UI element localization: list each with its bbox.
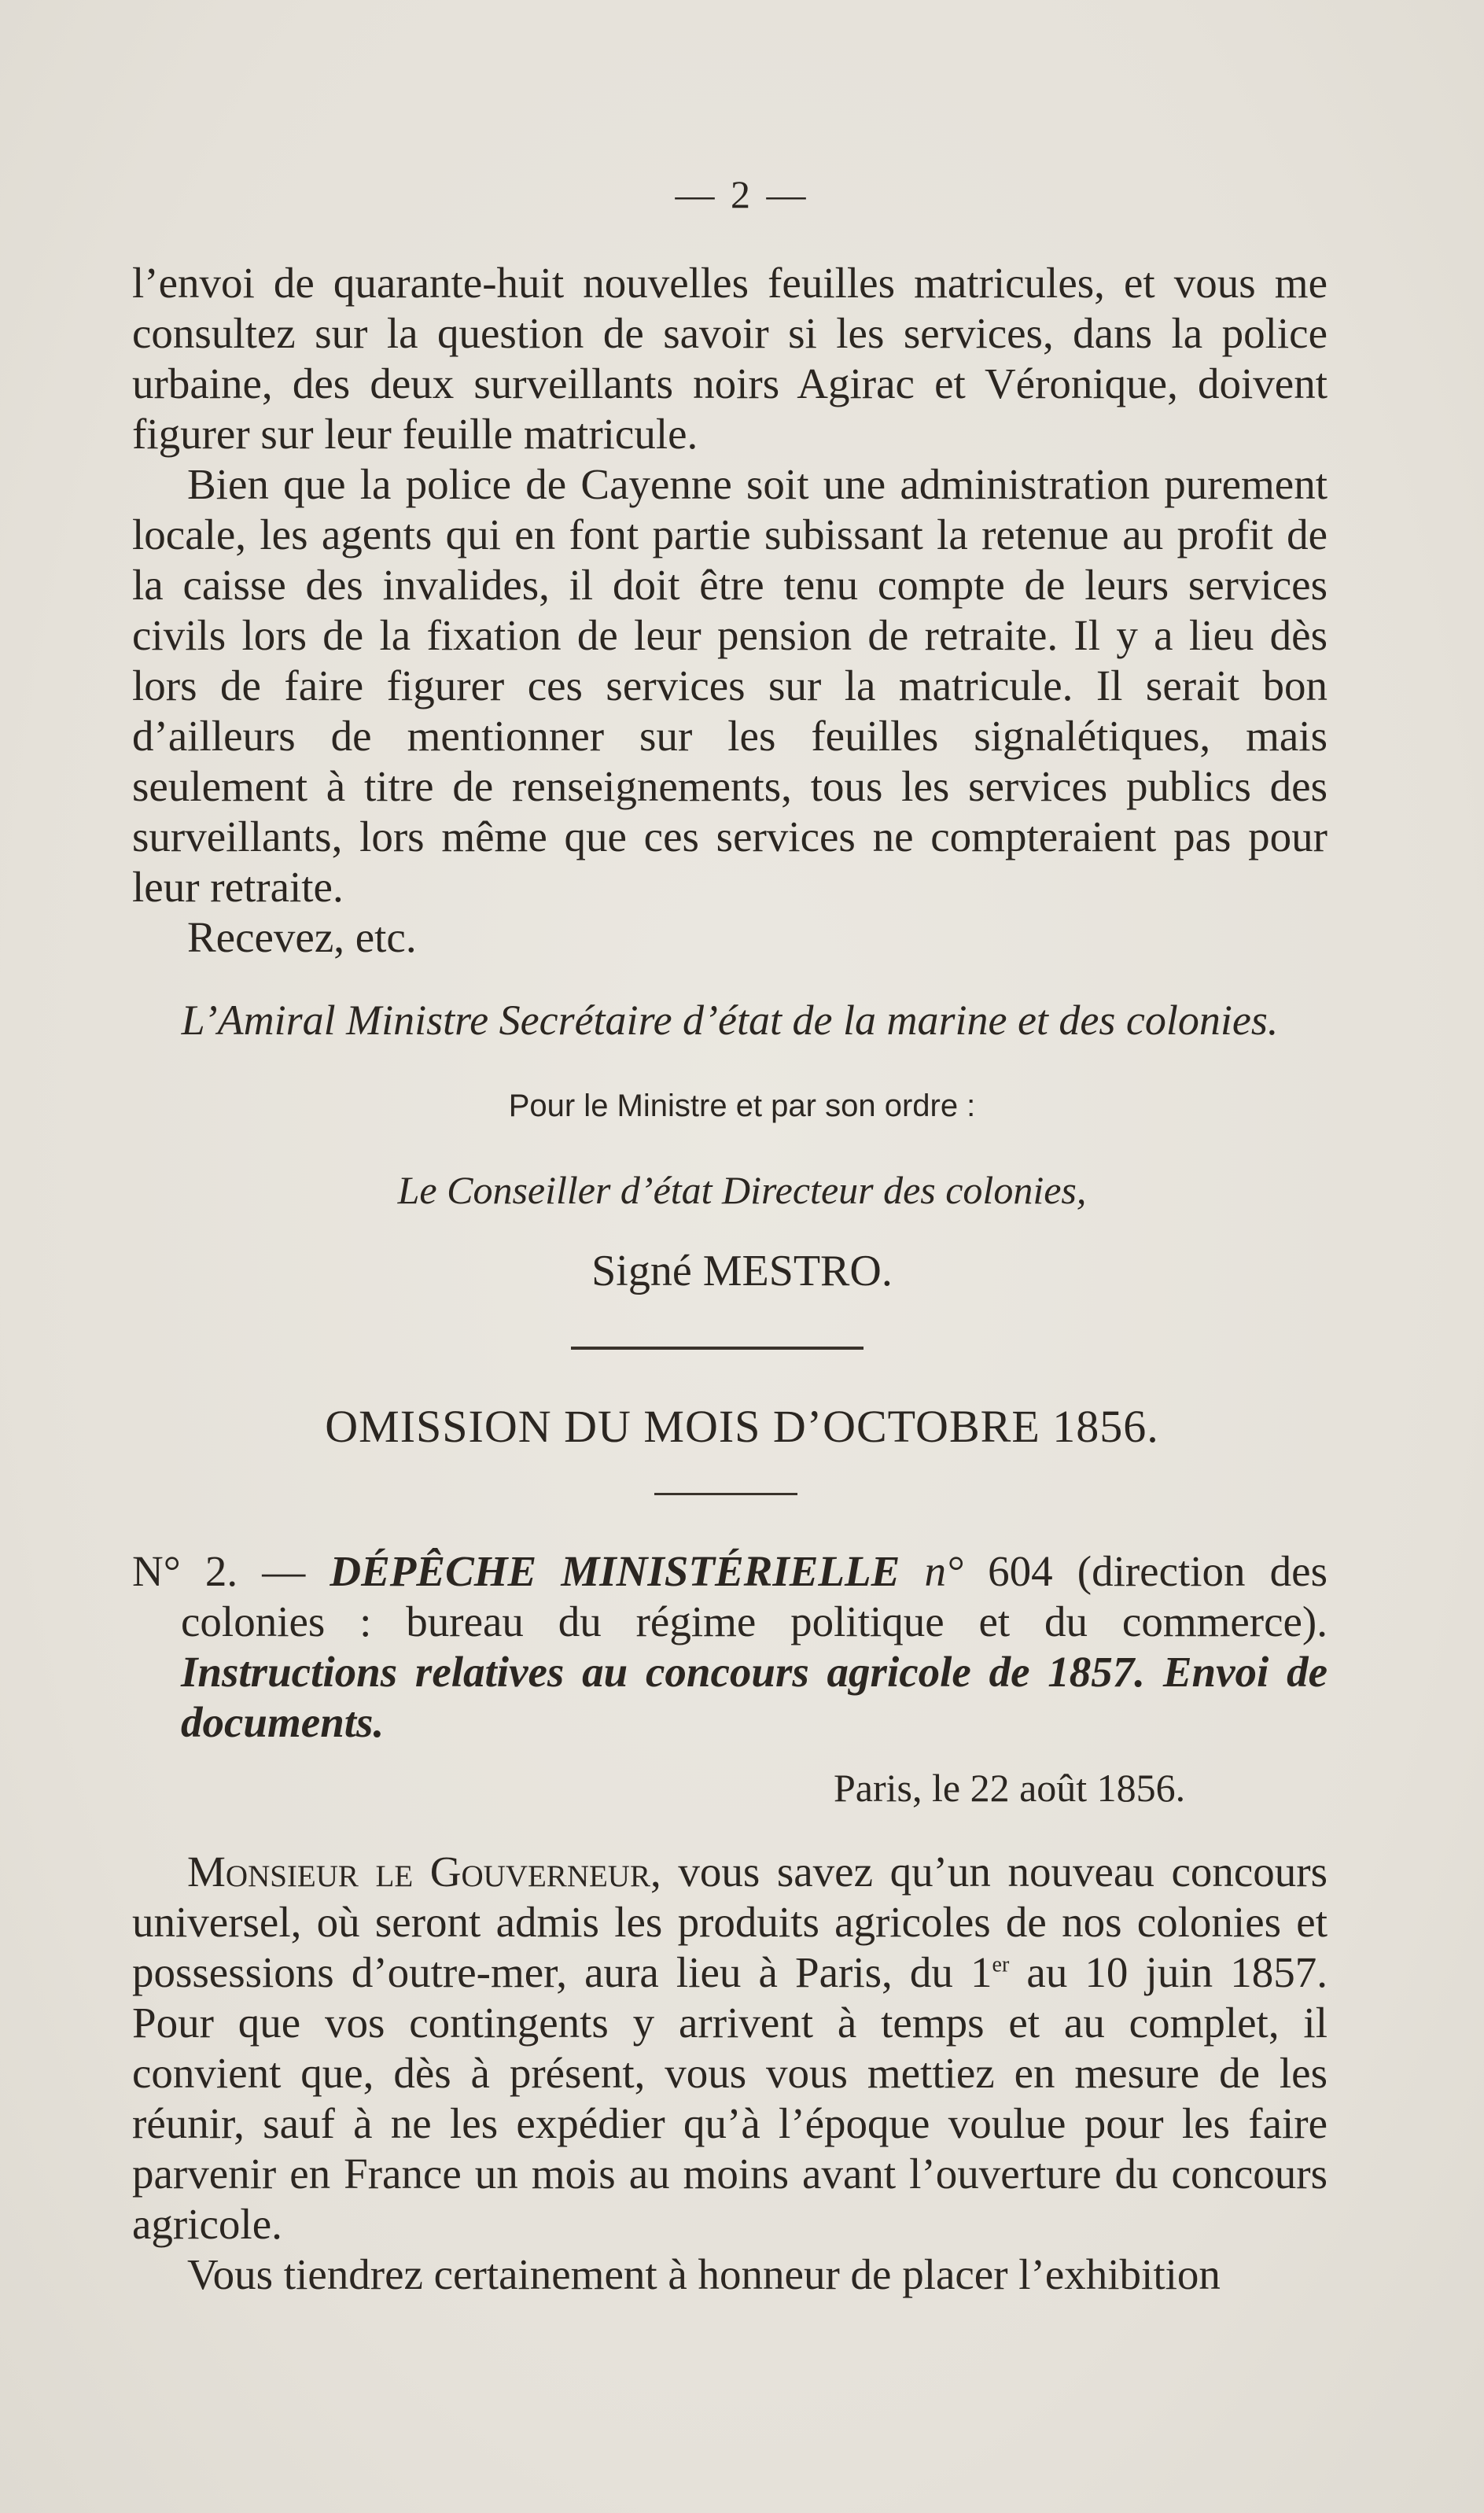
paragraph-exhibition: Vous tiendrez certainement à honneur de placer l’exhibition (187, 2250, 1221, 2298)
salutation: Monsieur le Gouverneur, (187, 1848, 661, 1896)
signature-conseiller: Le Conseiller d’état Directeur des colonies, (397, 1168, 1087, 1212)
depeche-body (132, 1847, 1327, 2300)
depeche-subject: Instructions relatives au concours agricole de 1857. Envoi de documents. (181, 1648, 1327, 1746)
signature-amiral: L’Amiral Ministre Secrétaire d’état de la marine et des colonies. (181, 997, 1279, 1044)
paragraph-continuation: l’envoi de quarante-huit nouvelles feuilles matricules, et vous me consultez sur la question de savoir si les services, dans la police urbaine, des deux surveillants noirs Agirac et Véronique, doivent figurer sur leur feuille matricule. (132, 259, 1327, 458)
depeche-header (132, 1546, 1327, 1748)
depeche-reference: 604 (direction des colonies : bureau du régime politique et du commerce). (181, 1547, 1327, 1645)
depeche-ref-n: n° (924, 1547, 963, 1595)
paragraph-police-cayenne: Bien que la police de Cayenne soit une administration purement locale, les agents qui en font partie subissant la retenue au profit de la caisse des invalides, il doit être tenu compte de leurs services civils lors de la fixation de leur pension de retraite. Il y a lieu dès lors de faire figurer ces services sur la matricule. Il serait bon d’ailleurs de mentionner sur les feuilles signalétiques, mais seulement à titre de renseignements, tous les services publics des surveillants, lors même que ces services ne compteraient pas pour leur retraite. (132, 460, 1327, 911)
superscript-er: er (992, 1952, 1010, 1977)
paragraph-concours-text-a: vous savez qu’un nouveau concours universel, où seront admis les produits agricoles de nos colonies et possessions d’outre-mer, aura lieu à Paris, du 1 (132, 1848, 1327, 1996)
heading-underline (654, 1493, 797, 1495)
signature-signed: Signé MESTRO. (591, 1247, 893, 1295)
section-divider (571, 1347, 864, 1350)
page-number: — 2 — (675, 172, 809, 216)
signature-pour-ministre: Pour le Ministre et par son ordre : (508, 1089, 976, 1123)
depeche-title: DÉPÊCHE MINISTÉRIELLE (330, 1547, 900, 1595)
depeche-number: N° 2. — (132, 1547, 306, 1595)
depeche-title-paragraph (132, 1546, 1327, 1748)
letter-body (132, 258, 1327, 963)
paragraph-concours-text-b: au 10 juin 1857. Pour que vos contingents y arrivent à temps et au complet, il convient que, dès à présent, vous vous mettiez en mesure de les réunir, sauf à ne les expédier qu’à l’époque voulue pour les faire parvenir en France un mois au moins avant l’ouverture du concours agricole. (132, 1948, 1327, 2248)
section-heading: OMISSION DU MOIS D’OCTOBRE 1856. (325, 1401, 1159, 1452)
paragraph-concours (132, 1847, 1327, 2250)
paragraph-closing: Recevez, etc. (187, 913, 417, 961)
place-date: Paris, le 22 août 1856. (834, 1766, 1186, 1810)
